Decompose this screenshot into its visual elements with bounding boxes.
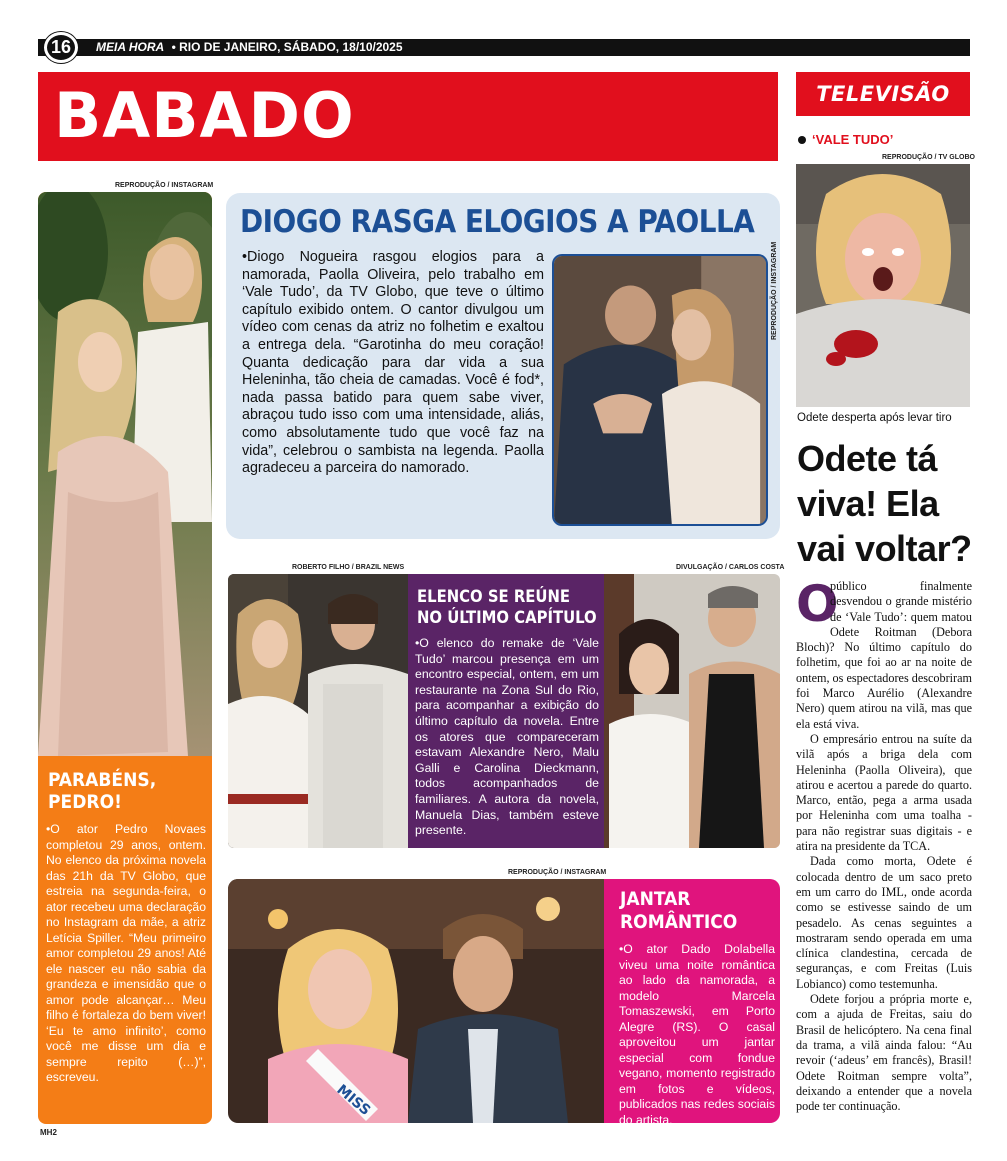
dropcap-spacer	[796, 579, 830, 625]
odete-caption: Odete desperta após levar tiro	[797, 412, 952, 424]
tv-article-body	[796, 575, 972, 1114]
elenco-body: •O elenco do remake de ‘Vale Tudo’ marcou presença em um encontro especial, ontem, em um restaurante na Zona Sul do Rio, para acompanhar a exibição do último capítulo da novela. Entre os atores que compareceram estavam Alexandre Nero, Malu Galli e Carolina Dieckmann, todos acompanhados de familiares. A autora da novela, Manuela Dias, também esteve presente.	[415, 636, 599, 838]
tv-paragraph	[796, 575, 972, 732]
jantar-photo-credit: REPRODUÇÃO / INSTAGRAM	[508, 869, 607, 876]
tv-paragraph: Dada como morta, Odete é colocada dentro de um saco preto em um carro do IML, onde acorda como se estivesse saindo de um pesadelo. As cenas seguintes a mostraram sendo operada em uma clínica clandestina, cercada de seguranças, e com Freitas (Luis Lobianco) como testemunha.	[796, 854, 972, 991]
pedro-body: •O ator Pedro Novaes completou 29 anos, ontem. No elenco da próxima novela das 21h da TV Globo, que estreia na segunda-feira, o ator recebeu uma declaração no Instagram da mãe, a atriz Letícia Spiller. “Meu primeiro amor completou 29 anos! Até ele nascer eu não sabia da grandeza e imensidão que o amor pode alcançar… Meu filho é fortaleza do bem viver! ‘Eu te amo infinito’, como você me disse um dia e sempre repito (…)”, escreveu.	[46, 822, 206, 1084]
dropcap: O	[796, 575, 839, 633]
elenco-photo-left	[228, 574, 412, 848]
elenco-photo-right	[604, 574, 780, 848]
header-dateline-group	[96, 40, 403, 55]
pedro-photo-credit: REPRODUÇÃO / INSTAGRAM	[115, 182, 214, 189]
miss-sash-text: MISS	[333, 1081, 374, 1119]
tv-section-title: TELEVISÃO	[816, 82, 950, 106]
header-dateline: • RIO DE JANEIRO, SÁBADO, 18/10/2025	[171, 40, 403, 54]
section-title: BABADO	[54, 79, 355, 152]
header-brand: MEIA HORA	[96, 40, 165, 54]
diogo-body: •Diogo Nogueira rasgou elogios para a namorada, Paolla Oliveira, pelo trabalho em ‘Vale Tudo’, da TV Globo, que teve o último capítulo exibido ontem. O cantor divulgou um vídeo com cenas da atriz no folhetim e exaltou a entrega dela. “Garotinha do meu coração! Quanta dedicação para dar vida a sua Heleninha, tão cheia de camadas. Você é fod*, nada passa batido para quem sabe viver, abraçou tudo isso com uma intensidade, aliás, como absolutamente tudo que você faz na vida”, celebrou o sambista na legenda. Paolla agradeceu a parceira do namorado.	[242, 249, 544, 477]
page-number: 16	[44, 32, 78, 63]
jantar-photo	[228, 879, 608, 1123]
pedro-photo	[38, 192, 212, 756]
tv-headline: Odete tá viva! Ela vai voltar?	[797, 438, 972, 569]
pedro-title: PARABÉNS, PEDRO!	[48, 769, 157, 813]
elenco-photo1-credit: ROBERTO FILHO / BRAZIL NEWS	[292, 564, 405, 571]
tv-paragraph-text: público finalmente desvendou o grande mistério de ‘Vale Tudo’: quem matou Odete Roitman (Debora Bloch)? No último capítulo do folhetim, que foi ao ar na noite de ontem, os espectadores descobriram foi Marco Aurélio (Alexandre Nero) quem atirou na vilã, mas que ela está viva.	[796, 579, 972, 731]
diogo-photo	[552, 254, 768, 526]
diogo-title: DIOGO RASGA ELOGIOS A PAOLLA	[240, 204, 755, 240]
footer-code: MH2	[40, 1128, 57, 1137]
tv-paragraph: O empresário entrou na suíte da vilã após a briga dela com Heleninha (Paolla Oliveira), que atirou e acertou a parede do quarto. Marco, então, pega a arma usada por Heleninha com uma toalha - para não registrar suas digitais - e atira na presidente da TCA.	[796, 731, 972, 854]
bullet-dot-icon	[798, 136, 806, 144]
diogo-photo-credit: REPRODUÇÃO / INSTAGRAM	[771, 241, 778, 340]
elenco-title: ELENCO SE REÚNE NO ÚLTIMO CAPÍTULO	[417, 587, 597, 627]
elenco-photo2-credit: DIVULGAÇÃO / CARLOS COSTA	[676, 564, 785, 571]
tv-kicker: ‘VALE TUDO’	[812, 132, 894, 147]
jantar-title: JANTAR ROMÂNTICO	[620, 888, 738, 933]
odete-photo-credit: REPRODUÇÃO / TV GLOBO	[882, 154, 975, 161]
tv-paragraph: Odete forjou a própria morte e, com a ajuda de Freitas, saiu do Brasil de helicóptero. Na cena final da trama, a vilã ainda falou: “Au revoir (‘adeus’ em francês), Brasil! Odete Roitman sempre volta”, deixando a entender que a novela pode ter continuação.	[796, 992, 972, 1114]
odete-photo	[796, 164, 970, 407]
jantar-body: •O ator Dado Dolabella viveu uma noite romântica ao lado da namorada, a modelo Marcela Tomaszewski, em Porto Alegre (RS). O casal aproveitou um jantar especial com fondue vegano, momento registrado em fotos e vídeos, publicados nas redes sociais do artista.	[619, 942, 775, 1127]
